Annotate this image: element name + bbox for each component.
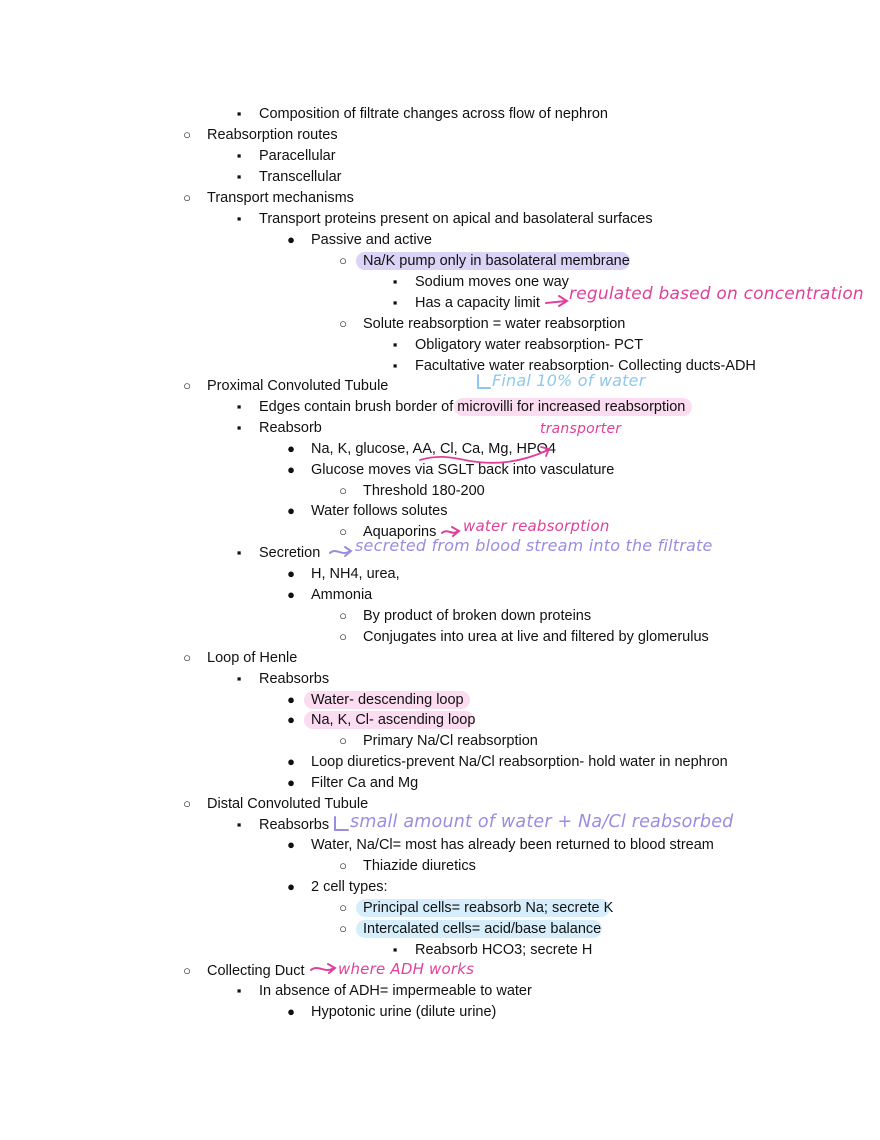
square-bullet-icon: ▪ — [236, 169, 242, 184]
circle-bullet-icon: ○ — [183, 963, 191, 978]
circle-bullet-icon: ○ — [339, 921, 347, 936]
line-text: Has a capacity limit — [415, 295, 540, 311]
dot-bullet-icon: ● — [287, 462, 295, 477]
square-bullet-icon: ▪ — [236, 817, 242, 832]
square-bullet-icon: ▪ — [236, 399, 242, 414]
dot-bullet-icon: ● — [287, 754, 295, 769]
handwritten-note: Final 10% of water — [492, 371, 646, 390]
line-text: Loop diuretics-prevent Na/Cl reabsorption- hold water in nephron — [311, 754, 728, 770]
line-text: Glucose moves via SGLT back into vasculature — [311, 462, 615, 478]
dot-bullet-icon: ● — [287, 692, 295, 707]
square-bullet-icon: ▪ — [392, 358, 398, 373]
line-text: Reabsorbs — [259, 817, 330, 833]
dot-bullet-icon: ● — [287, 1004, 295, 1019]
line-text: Na, K, Cl- ascending loop — [311, 712, 476, 728]
pink-arrow-icon — [546, 296, 567, 306]
handwritten-note: transporter — [540, 421, 622, 437]
line-text: Obligatory water reabsorption- PCT — [415, 337, 644, 353]
square-bullet-icon: ▪ — [236, 148, 242, 163]
circle-bullet-icon: ○ — [339, 608, 347, 623]
line-text: Hypotonic urine (dilute urine) — [311, 1004, 497, 1020]
line-text: Solute reabsorption = water reabsorption — [363, 316, 626, 332]
square-bullet-icon: ▪ — [236, 671, 242, 686]
line-text: Ammonia — [311, 587, 373, 603]
circle-bullet-icon: ○ — [183, 190, 191, 205]
line-text: Water- descending loop — [311, 692, 464, 708]
line-text: Filter Ca and Mg — [311, 775, 419, 791]
line-text: Edges contain brush border of microvilli for increased reabsorption — [259, 399, 686, 415]
handwritten-note: regulated based on concentration — [569, 284, 864, 304]
circle-bullet-icon: ○ — [339, 900, 347, 915]
dot-bullet-icon: ● — [287, 503, 295, 518]
line-text: 2 cell types: — [311, 879, 388, 895]
line-text: Composition of filtrate changes across flow of nephron — [259, 106, 608, 122]
square-bullet-icon: ▪ — [392, 274, 398, 289]
square-bullet-icon: ▪ — [236, 545, 242, 560]
handwritten-note: secreted from blood stream into the filtrate — [355, 536, 713, 555]
square-bullet-icon: ▪ — [236, 420, 242, 435]
dot-bullet-icon: ● — [287, 837, 295, 852]
handwritten-note: water reabsorption — [463, 517, 610, 535]
line-text: In absence of ADH= impermeable to water — [259, 983, 532, 999]
line-text: Intercalated cells= acid/base balance — [363, 921, 602, 937]
line-text: Paracellular — [259, 148, 336, 164]
blue-hook-arrow-icon — [478, 375, 490, 388]
square-bullet-icon: ▪ — [392, 295, 398, 310]
square-bullet-icon: ▪ — [392, 337, 398, 352]
line-text: Primary Na/Cl reabsorption — [363, 733, 538, 749]
dot-bullet-icon: ● — [287, 232, 295, 247]
dot-bullet-icon: ● — [287, 712, 295, 727]
dot-bullet-icon: ● — [287, 587, 295, 602]
line-text: Na/K pump only in basolateral membrane — [363, 253, 630, 269]
circle-bullet-icon: ○ — [339, 253, 347, 268]
dot-bullet-icon: ● — [287, 879, 295, 894]
circle-bullet-icon: ○ — [339, 483, 347, 498]
circle-bullet-icon: ○ — [183, 378, 191, 393]
line-text: Water follows solutes — [311, 503, 448, 519]
line-text: Transport proteins present on apical and basolateral surfaces — [259, 211, 653, 227]
square-bullet-icon: ▪ — [236, 983, 242, 998]
line-text: Reabsorb HCO3; secrete H — [415, 942, 593, 958]
line-text: Threshold 180-200 — [363, 483, 485, 499]
line-text: Passive and active — [311, 232, 432, 248]
line-text: Conjugates into urea at live and filtered by glomerulus — [363, 629, 709, 645]
purple-hook-arrow-icon — [335, 817, 348, 830]
square-bullet-icon: ▪ — [392, 942, 398, 957]
line-text: Thiazide diuretics — [363, 858, 476, 874]
handwritten-note: where ADH works — [338, 960, 475, 978]
line-text: Facultative water reabsorption- Collecting ducts-ADH — [415, 358, 756, 374]
circle-bullet-icon: ○ — [339, 858, 347, 873]
square-bullet-icon: ▪ — [236, 106, 242, 121]
pink-squiggle-arrow-icon — [311, 964, 335, 973]
line-text: Reabsorbs — [259, 671, 330, 687]
line-text: Principal cells= reabsorb Na; secrete K — [363, 900, 614, 916]
line-text: Transcellular — [259, 169, 342, 185]
circle-bullet-icon: ○ — [339, 629, 347, 644]
circle-bullet-icon: ○ — [339, 316, 347, 331]
dot-bullet-icon: ● — [287, 441, 295, 456]
line-text: Water, Na/Cl= most has already been returned to blood stream — [311, 837, 714, 853]
line-text: Distal Convoluted Tubule — [207, 796, 369, 812]
circle-bullet-icon: ○ — [183, 127, 191, 142]
square-bullet-icon: ▪ — [236, 211, 242, 226]
line-text: H, NH4, urea, — [311, 566, 400, 582]
dot-bullet-icon: ● — [287, 566, 295, 581]
circle-bullet-icon: ○ — [339, 733, 347, 748]
circle-bullet-icon: ○ — [183, 796, 191, 811]
line-text: Na, K, glucose, AA, Cl, Ca, Mg, HPO4 — [311, 441, 556, 457]
line-text: Secretion — [259, 545, 321, 561]
line-text: Loop of Henle — [207, 650, 298, 666]
purple-squiggle-arrow-icon — [330, 547, 351, 556]
line-text: Aquaporins — [363, 524, 437, 540]
line-text: Reabsorption routes — [207, 127, 338, 143]
handwritten-note: small amount of water + Na/Cl reabsorbed — [350, 812, 734, 832]
line-text: Collecting Duct — [207, 963, 305, 979]
circle-bullet-icon: ○ — [183, 650, 191, 665]
circle-bullet-icon: ○ — [339, 524, 347, 539]
line-text: Sodium moves one way — [415, 274, 569, 290]
line-text: By product of broken down proteins — [363, 608, 592, 624]
line-text: Transport mechanisms — [207, 190, 354, 206]
line-text: Reabsorb — [259, 420, 322, 436]
line-text: Proximal Convoluted Tubule — [207, 378, 389, 394]
pink-squiggle-arrow-icon — [442, 527, 459, 536]
dot-bullet-icon: ● — [287, 775, 295, 790]
